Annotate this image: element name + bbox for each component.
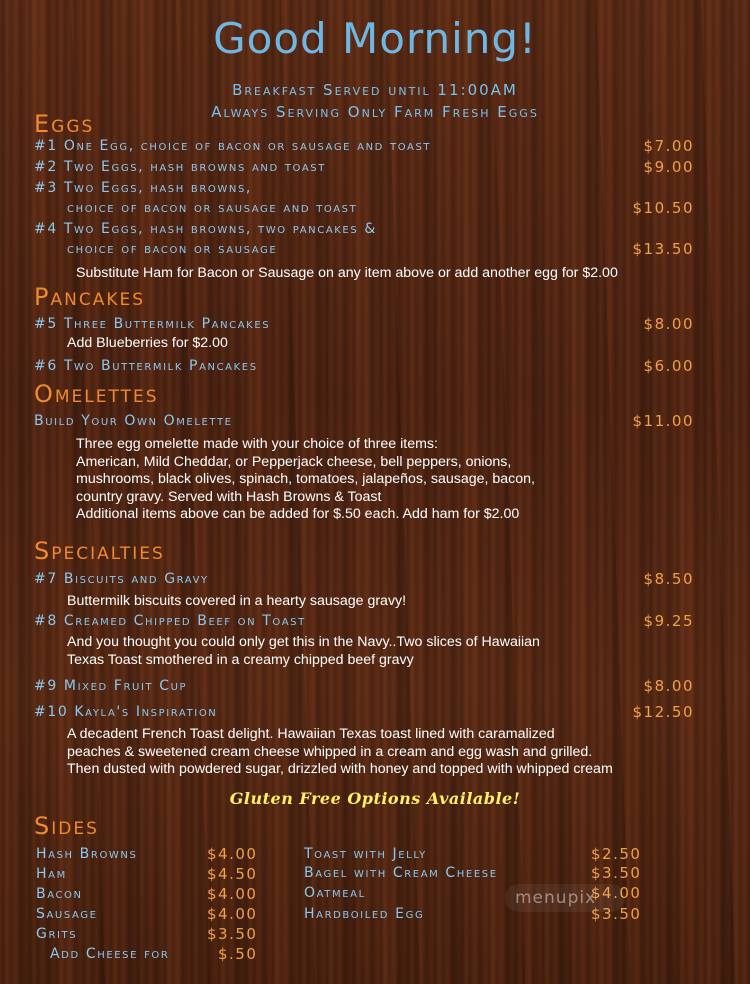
omelette-desc-line: mushrooms, black olives, spinach, tomatoes, jalapeños, sausage, bacon, [76, 471, 535, 487]
omelette-desc-line: country gravy. Served with Hash Browns & Toast [76, 488, 382, 505]
omelette-desc-line: American, Mild Cheddar, or Pepperjack cheese, bell peppers, onions, [76, 453, 512, 470]
section-title-specialties: Specialties [34, 537, 165, 565]
side-oatmeal-price: $4.00 [591, 884, 642, 902]
omelette-desc-line: Additional items above can be added for $.50 each. Add ham for $2.00 [76, 506, 520, 522]
menu-item-8-desc [67, 634, 540, 669]
menu-item-omelette-price: $11.00 [632, 412, 694, 430]
add-cheese-option: Add Cheese for [50, 946, 170, 962]
menu-item-1-price: $7.00 [643, 137, 694, 155]
menu-title: Good Morning! [213, 14, 537, 63]
section-title-pancakes: Pancakes [34, 283, 145, 311]
menu-item-10-desc [67, 726, 613, 779]
side-ham-price: $4.50 [207, 865, 258, 883]
menu-item-4-line2: choice of bacon or sausage [67, 241, 278, 257]
menu-item-4: #4 Two Eggs, hash browns, two pancakes & [34, 221, 377, 237]
side-bacon-price: $4.00 [207, 885, 258, 903]
menu-item-7-price: $8.50 [643, 570, 694, 588]
side-bagel-cream-cheese-price: $3.50 [591, 864, 642, 882]
menu-item-8-price: $9.25 [643, 612, 694, 630]
menu-item-2: #2 Two Eggs, hash browns and toast [34, 159, 326, 175]
menu-item-1: #1 One Egg, choice of bacon or sausage and toast [34, 138, 432, 154]
side-hardboiled-egg: Hardboiled Egg [304, 906, 425, 922]
menu-item-5: #5 Three Buttermilk Pancakes [34, 316, 271, 332]
menu-item-3-line2: choice of bacon or sausage and toast [67, 200, 358, 216]
menu-item-8-desc-line: Texas Toast smothered in a creamy chipped beef gravy [67, 651, 414, 668]
side-grits: Grits [36, 926, 78, 942]
menu-item-9: #9 Mixed Fruit Cup [34, 678, 188, 694]
menu-item-7: #7 Biscuits and Gravy [34, 571, 209, 587]
side-ham: Ham [36, 866, 67, 882]
menu-item-10-desc-line: Then dusted with powdered sugar, drizzled with honey and topped with whipped cream [67, 761, 613, 777]
gluten-free-banner: Gluten Free Options Available! [229, 789, 521, 808]
menu-item-4-price: $13.50 [632, 240, 694, 258]
omelette-desc-line: Three egg omelette made with your choice of three items: [76, 436, 438, 452]
side-sausage-price: $4.00 [207, 905, 258, 923]
breakfast-hours: Breakfast Served until 11:00AM [232, 81, 518, 99]
side-hash-browns: Hash Browns [36, 846, 138, 862]
side-grits-price: $3.50 [207, 925, 258, 943]
section-title-sides: Sides [34, 812, 99, 840]
section-title-eggs: Eggs [34, 110, 95, 138]
side-bacon: Bacon [36, 886, 83, 902]
menu-item-10-desc-line: A decadent French Toast delight. Hawaiian Texas toast lined with caramalized [67, 726, 555, 742]
menu-item-10-price: $12.50 [632, 703, 694, 721]
watermark-logo: menupix [515, 888, 597, 908]
side-toast-jelly: Toast with Jelly [304, 846, 427, 862]
farm-fresh-tagline: Always Serving Only Farm Fresh Eggs [211, 103, 539, 121]
menu-item-10: #10 Kayla's Inspiration [34, 704, 218, 720]
side-bagel-cream-cheese: Bagel with Cream Cheese [304, 865, 498, 881]
menu-item-3: #3 Two Eggs, hash browns, [34, 180, 252, 196]
menu-item-6-price: $6.00 [643, 357, 694, 375]
blueberry-addon-note: Add Blueberries for $2.00 [67, 335, 228, 351]
side-hardboiled-egg-price: $3.50 [591, 905, 642, 923]
menu-item-3-price: $10.50 [632, 199, 694, 217]
side-hash-browns-price: $4.00 [207, 845, 258, 863]
add-cheese-price: $.50 [218, 945, 258, 963]
menu-item-omelette: Build Your Own Omelette [34, 413, 233, 429]
menu-item-8-desc-line: And you thought you could only get this in the Navy..Two slices of Hawaiian [67, 634, 540, 650]
menu-item-9-price: $8.00 [643, 677, 694, 695]
side-oatmeal: Oatmeal [304, 885, 366, 901]
menu-item-8: #8 Creamed Chipped Beef on Toast [34, 613, 306, 629]
menu-item-6: #6 Two Buttermilk Pancakes [34, 358, 258, 374]
eggs-substitution-note: Substitute Ham for Bacon or Sausage on any item above or add another egg for $2.00 [76, 265, 618, 281]
omelette-description [76, 436, 535, 524]
section-title-omelettes: Omelettes [34, 380, 159, 408]
side-sausage: Sausage [36, 906, 98, 922]
menu-item-2-price: $9.00 [643, 158, 694, 176]
menu-item-10-desc-line: peaches & sweetened cream cheese whipped in a cream and egg wash and grilled. [67, 743, 593, 760]
side-toast-jelly-price: $2.50 [591, 845, 642, 863]
menu-item-5-price: $8.00 [643, 315, 694, 333]
menu-item-7-desc: Buttermilk biscuits covered in a hearty sausage gravy! [67, 593, 407, 609]
